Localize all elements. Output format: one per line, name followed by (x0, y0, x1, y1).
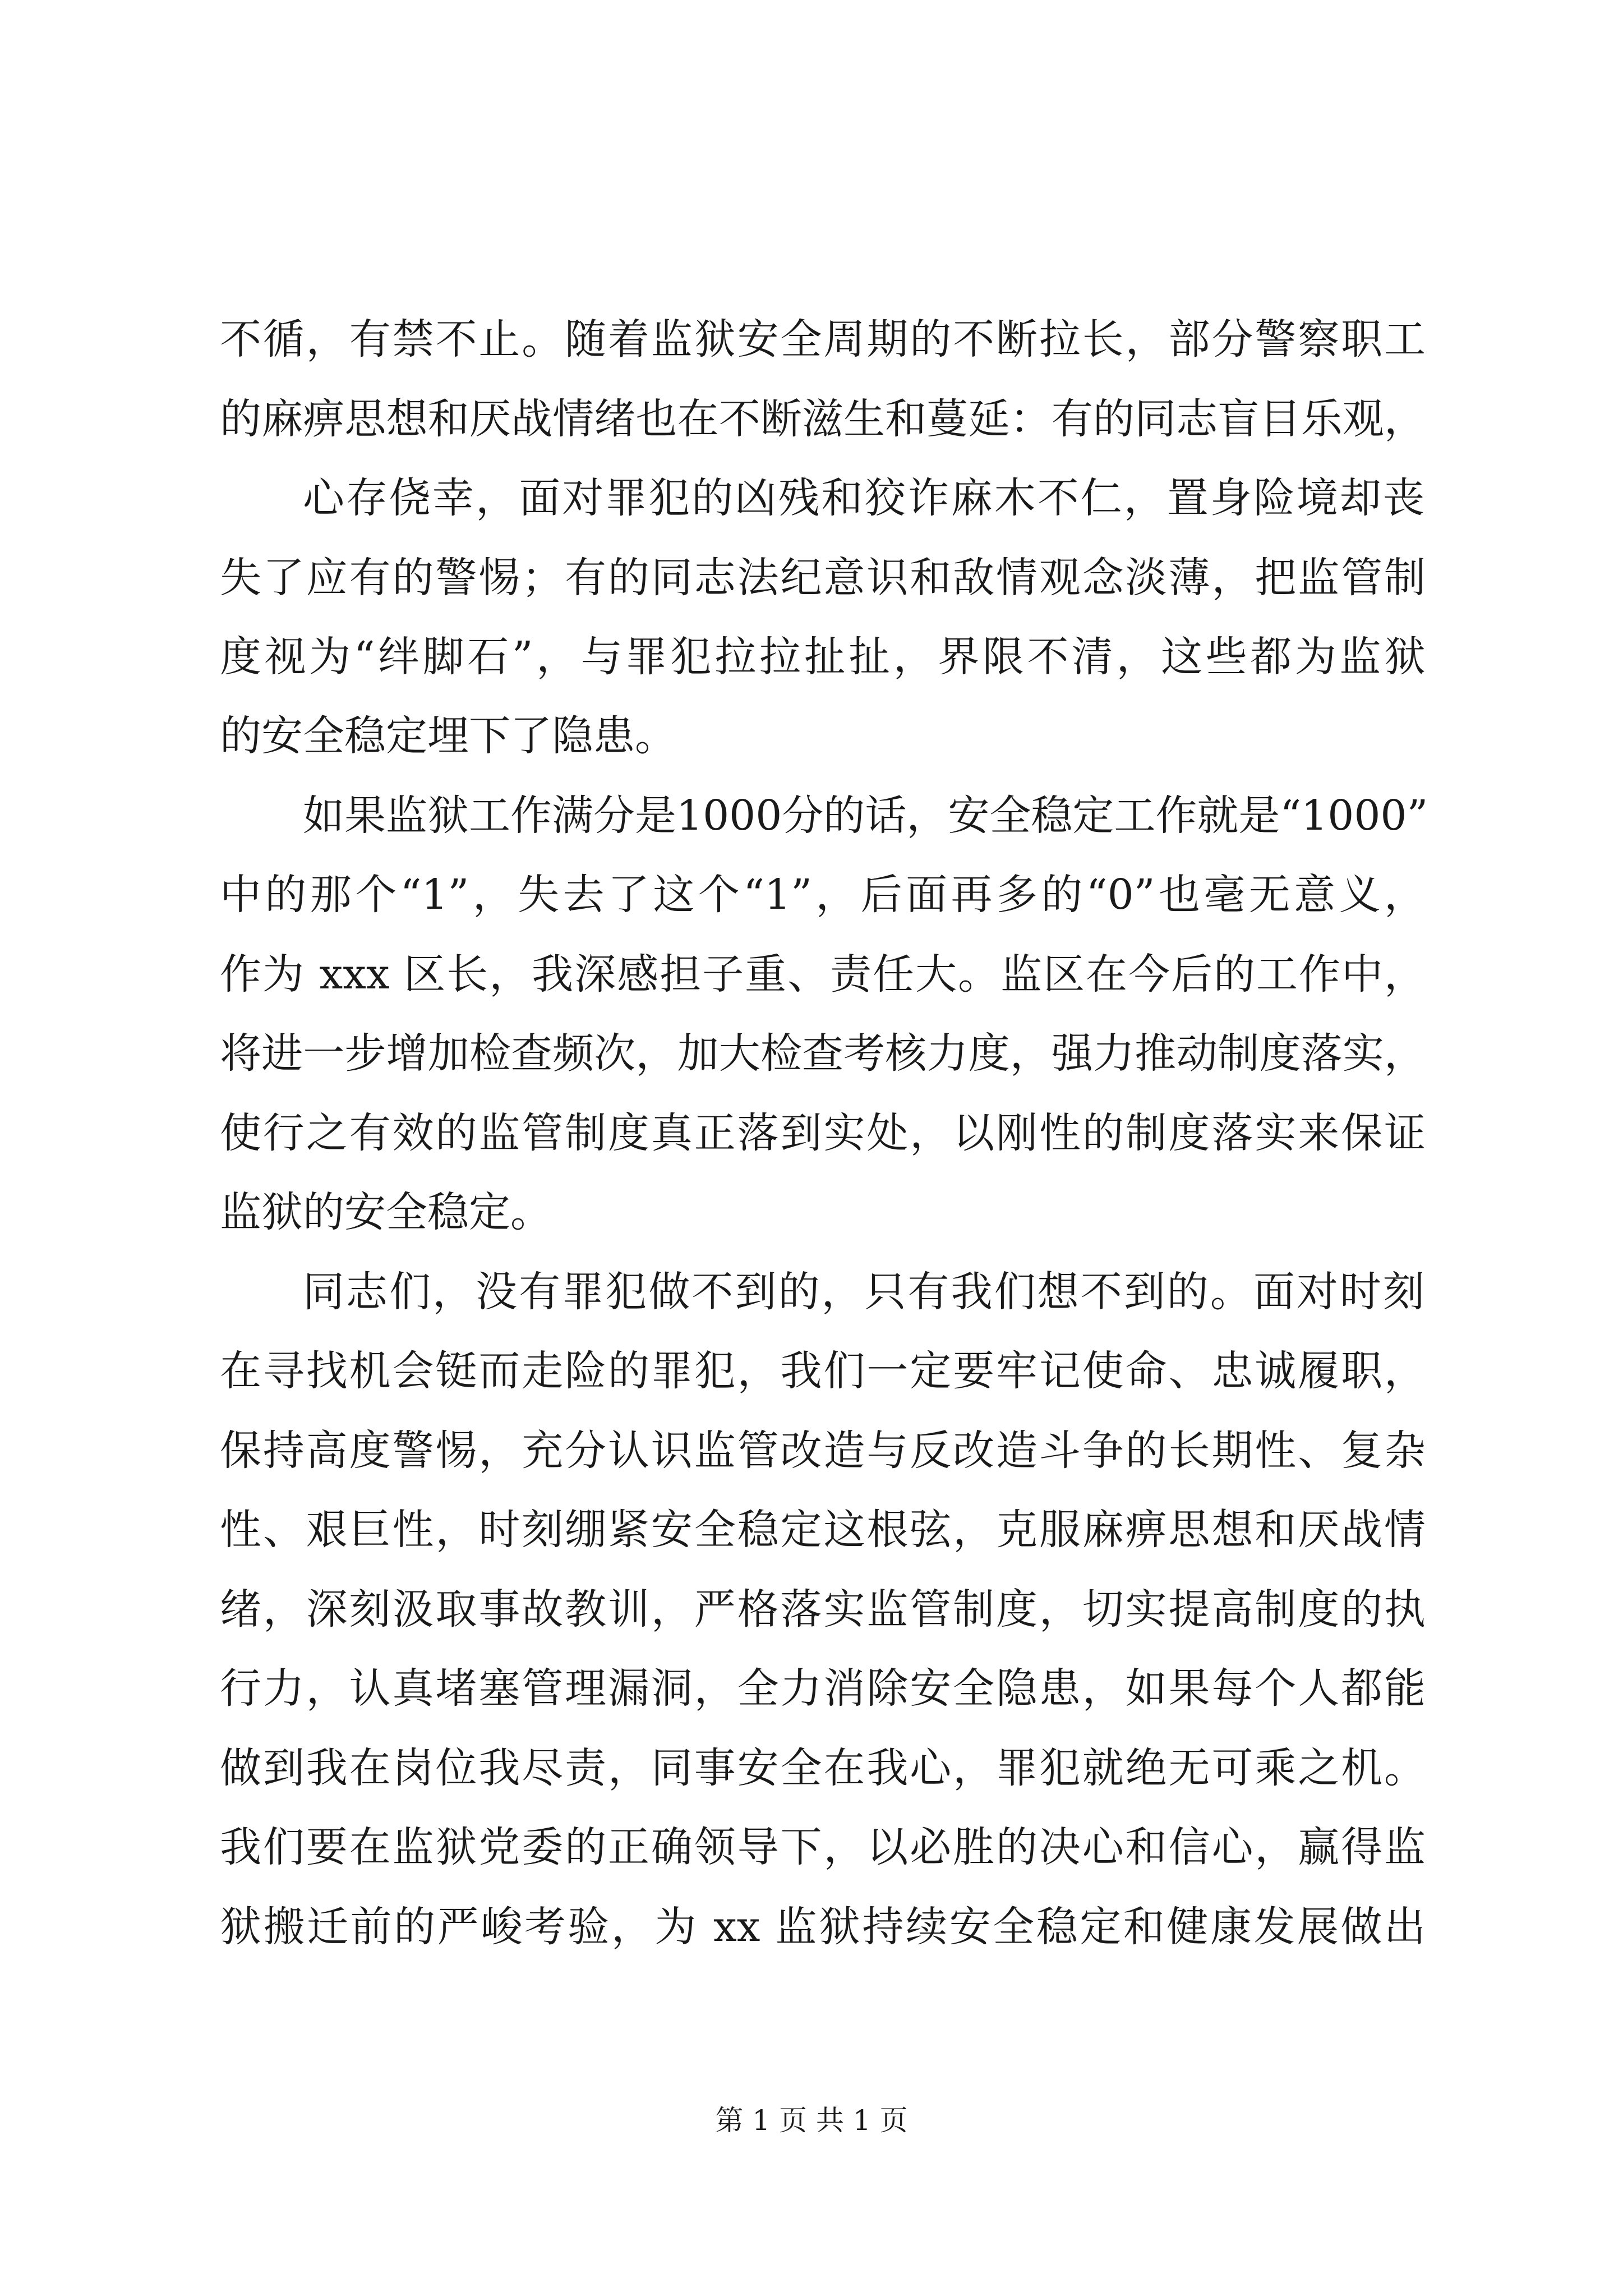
text-line: 失了应有的警惕；有的同志法纪意识和敌情观念淡薄，把监管制 (220, 554, 1426, 602)
text-line: 度视为“绊脚石”，与罪犯拉拉扯扯，界限不清，这些都为监狱 (220, 633, 1426, 681)
page-number-footer: 第 1 页 共 1 页 (715, 2104, 908, 2137)
text-line: 中的那个“1”，失去了这个“1”，后面再多的“0”也毫无意义， (220, 871, 1426, 919)
text-line: 使行之有效的监管制度真正落到实处，以刚性的制度落实来保证 (220, 1109, 1426, 1157)
text-line: 狱搬迁前的严峻考验，为 xx 监狱持续安全稳定和健康发展做出 (220, 1903, 1426, 1951)
text-line: 做到我在岗位我尽责，同事安全在我心，罪犯就绝无可乘之机。 (220, 1744, 1426, 1792)
text-line: 的麻痹思想和厌战情绪也在不断滋生和蔓延：有的同志盲目乐观， (220, 395, 1426, 443)
text-line: 绪，深刻汲取事故教训，严格落实监管制度，切实提高制度的执 (220, 1585, 1426, 1634)
text-line: 的安全稳定埋下了隐患。 (220, 712, 676, 760)
text-line: 心存侥幸，面对罪犯的凶残和狡诈麻木不仁，置身险境却丧 (303, 474, 1424, 522)
text-line: 不循，有禁不止。随着监狱安全周期的不断拉长，部分警察职工 (220, 315, 1426, 364)
text-line: 作为 xxx 区长，我深感担子重、责任大。监区在今后的工作中， (220, 950, 1426, 999)
text-line: 监狱的安全稳定。 (220, 1188, 552, 1236)
text-line: 我们要在监狱党委的正确领导下，以必胜的决心和信心，赢得监 (220, 1823, 1426, 1871)
text-line: 将进一步增加检查频次，加大检查考核力度，强力推动制度落实， (220, 1029, 1426, 1078)
text-line: 行力，认真堵塞管理漏洞，全力消除安全隐患，如果每个人都能 (220, 1664, 1426, 1713)
text-line: 同志们，没有罪犯做不到的，只有我们想不到的。面对时刻 (303, 1268, 1424, 1316)
text-line: 如果监狱工作满分是1000分的话，安全稳定工作就是“1000” (303, 792, 1428, 840)
text-line: 性、艰巨性，时刻绷紧安全稳定这根弦，克服麻痹思想和厌战情 (220, 1506, 1426, 1554)
text-line: 在寻找机会铤而走险的罪犯，我们一定要牢记使命、忠诚履职， (220, 1347, 1426, 1395)
text-line: 保持高度警惕，充分认识监管改造与反改造斗争的长期性、复杂 (220, 1427, 1426, 1475)
